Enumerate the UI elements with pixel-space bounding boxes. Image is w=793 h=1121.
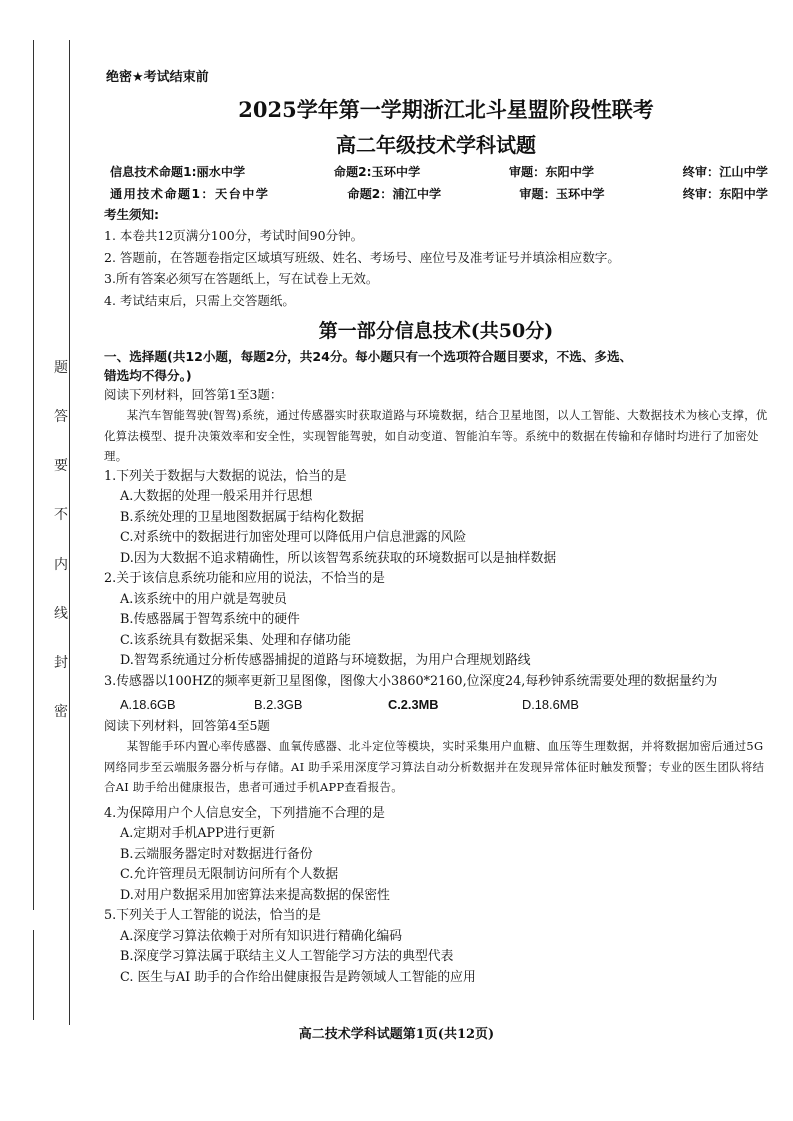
notice-item: 2. 答题前，在答题卷指定区域填写班级、姓名、考场号、座位号及准考证号并填涂相应数字。 xyxy=(104,249,620,265)
option: C.该系统具有数据采集、处理和存储功能 xyxy=(120,632,351,648)
notice-item: 3.所有答案必须写在答题纸上，写在试卷上无效。 xyxy=(104,271,379,286)
option: B.深度学习算法属于联结主义人工智能学习方法的典型代表 xyxy=(120,949,454,964)
margin-char: 线 xyxy=(54,605,68,622)
option: D.对用户数据采用加密算法来提高数据的保密性 xyxy=(120,887,390,903)
option: A.18.6GB xyxy=(120,697,176,712)
question-3: 3.传感器以100HZ的频率更新卫星图像，图像大小3860*2160,位深度24,每秒钟系统需要处理的数据量约为 xyxy=(104,673,718,689)
question-5: 5.下列关于人工智能的说法，恰当的是 xyxy=(104,908,321,923)
credit-item: 终审：江山中学 xyxy=(682,165,768,179)
binding-line-outer-lower xyxy=(33,930,34,1020)
notice-item: 4. 考试结束后，只需上交答题纸。 xyxy=(104,292,295,308)
margin-char: 题 xyxy=(54,360,68,376)
credit-item: 审题：东阳中学 xyxy=(508,165,595,179)
option: A.深度学习算法依赖于对所有知识进行精确化编码 xyxy=(120,928,403,944)
margin-char: 封 xyxy=(54,654,68,671)
section-heading-cont: 错选均不得分。) xyxy=(104,368,192,383)
exam-subtitle: 高二年级技术学科试题 xyxy=(336,133,536,157)
binding-margin-text xyxy=(50,360,72,720)
credit-item: 终审：东阳中学 xyxy=(682,187,768,201)
reading-material: 某汽车智能驾驶(智驾)系统，通过传感器实时获取道路与环境数据，结合卫星地图，以人工智能、大数据技术为核心支撑，优化算法模型、提升决策效率和安全性，实现智能驾驶，如自动变道、智能泊车等。系统中的数据在传输和存储时均进行了加密处理。 xyxy=(104,408,768,463)
reading-lead: 阅读下列材料，回答第1至3题： xyxy=(104,387,283,402)
margin-char: 要 xyxy=(54,458,68,475)
option: D.18.6MB xyxy=(522,697,579,712)
notice-item: 1. 本卷共12页满分100分，考试时间90分钟。 xyxy=(104,228,364,243)
option: D.因为大数据不追求精确性，所以该智驾系统获取的环境数据可以是抽样数据 xyxy=(120,550,557,566)
option: B.系统处理的卫星地图数据属于结构化数据 xyxy=(120,509,364,525)
credit-item: 信息技术命题1:丽水中学 xyxy=(110,165,246,179)
it-credits xyxy=(110,161,768,183)
margin-char: 密 xyxy=(54,703,68,720)
credit-item: 审题：玉环中学 xyxy=(519,187,605,201)
reading-lead: 阅读下列材料，回答第4至5题 xyxy=(104,718,270,733)
reading-material: 某智能手环内置心率传感器、血氧传感器、北斗定位等模块，实时采集用户血糖、血压等生理数据，并将数据加密后通过5G网络同步至云端服务器分析与存储。AI 助手采用深度学习算法自动分析数据并在发现异常体征时触发预警；专业的医生团队将结合AI 助手给出健康报告，患者可通过手机APP查看报告。 xyxy=(104,739,765,794)
section-heading: 一、选择题(共12小题，每题2分，共24分。每小题只有一个选项符合题目要求，不选、多选、 xyxy=(104,349,633,364)
option: C.允许管理员无限制访问所有个人数据 xyxy=(120,867,339,882)
option: C. 医生与AI 助手的合作给出健康报告是跨领域人工智能的应用 xyxy=(120,969,476,985)
binding-line-outer xyxy=(33,40,34,910)
option: B.传感器属于智驾系统中的硬件 xyxy=(120,612,300,627)
option: A.大数据的处理一般采用并行思想 xyxy=(120,489,313,504)
margin-char: 不 xyxy=(54,507,68,524)
page-content xyxy=(104,66,768,988)
option: A.定期对手机APP进行更新 xyxy=(120,826,275,841)
option: B.云端服务器定时对数据进行备份 xyxy=(120,846,313,862)
margin-char: 内 xyxy=(54,556,68,573)
gt-credits xyxy=(110,183,768,205)
part-title: 第一部分信息技术(共50分) xyxy=(318,320,554,342)
options-row xyxy=(120,694,768,716)
option: C.对系统中的数据进行加密处理可以降低用户信息泄露的风险 xyxy=(120,530,467,545)
credit-item: 命题2:玉环中学 xyxy=(333,165,421,179)
notice-heading: 考生须知: xyxy=(104,207,159,222)
option: B.2.3GB xyxy=(254,697,303,712)
page-footer: 高二技术学科试题第1页(共12页) xyxy=(298,1027,495,1042)
margin-char: 答 xyxy=(54,409,68,426)
credit-item: 通用技术命题1：天台中学 xyxy=(110,187,270,201)
question-4: 4.为保障用户个人信息安全，下列措施不合理的是 xyxy=(104,805,385,821)
credit-item: 命题2：浦江中学 xyxy=(347,187,442,201)
option: D.智驾系统通过分析传感器捕捉的道路与环境数据，为用户合理规划路线 xyxy=(120,653,531,668)
confidential-label: 绝密★考试结束前 xyxy=(106,70,209,85)
option: C.2.3MB xyxy=(388,697,439,712)
question-1: 1.下列关于数据与大数据的说法，恰当的是 xyxy=(104,468,347,484)
exam-title: 2025学年第一学期浙江北斗星盟阶段性联考 xyxy=(238,97,654,122)
option: A.该系统中的用户就是驾驶员 xyxy=(120,591,287,607)
question-2: 2.关于该信息系统功能和应用的说法，不恰当的是 xyxy=(104,571,385,586)
